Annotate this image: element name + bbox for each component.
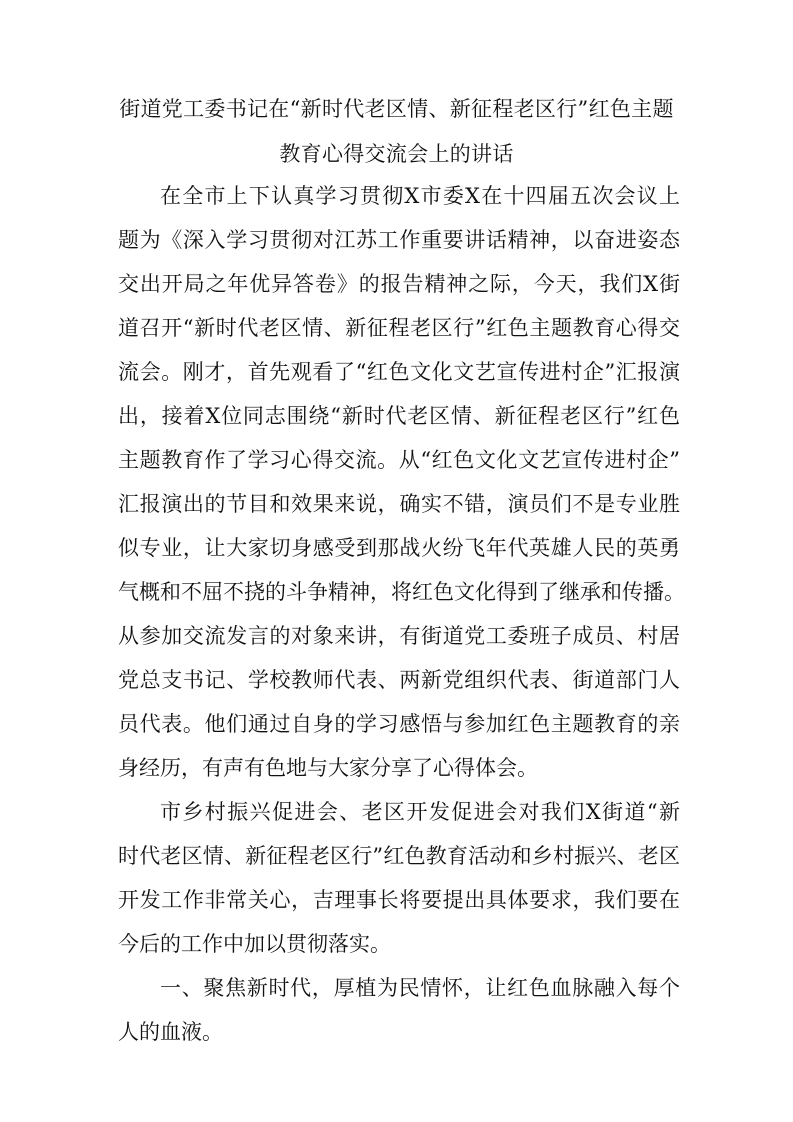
document-title-line-2: 教育心得交流会上的讲话 (279, 142, 514, 166)
paragraph-2-line-2: 时代老区情、新征程老区行”红色教育活动和乡村振兴、老区 (118, 844, 680, 868)
paragraph-1-line-4: 道召开“新时代老区情、新征程老区行”红色主题教育心得交 (118, 316, 680, 340)
paragraph-1-line-10: 气概和不屈不挠的斗争精神，将红色文化得到了继承和传播。 (118, 580, 685, 604)
paragraph-1-line-11: 从参加交流发言的对象来讲，有街道党工委班子成员、村居 (118, 624, 680, 648)
paragraph-2-line-1: 市乡村振兴促进会、老区开发促进会对我们X街道“新 (160, 800, 680, 824)
paragraph-1-line-12: 党总支书记、学校教师代表、两新党组织代表、街道部门人 (118, 668, 680, 692)
paragraph-1-line-8: 汇报演出的节目和效果来说，确实不错，演员们不是专业胜 (118, 492, 680, 516)
paragraph-1-line-3: 交出开局之年优异答卷》的报告精神之际，今天，我们X街 (118, 272, 680, 296)
section-heading-line-1: 一、聚焦新时代，厚植为民情怀，让红色血脉融入每个 (160, 976, 680, 1000)
paragraph-1-line-13: 员代表。他们通过自身的学习感悟与参加红色主题教育的亲 (118, 712, 680, 736)
paragraph-2-line-3: 开发工作非常关心，吉理事长将要提出具体要求，我们要在 (118, 888, 680, 912)
paragraph-1-line-6: 出，接着X位同志围绕“新时代老区情、新征程老区行”红色 (118, 404, 680, 428)
document-title-line-1: 街道党工委书记在“新时代老区情、新征程老区行”红色主题 (119, 97, 674, 121)
paragraph-1-line-2: 题为《深入学习贯彻对江苏工作重要讲话精神，以奋进姿态 (118, 228, 680, 252)
paragraph-1-line-1: 在全市上下认真学习贯彻X市委X在十四届五次会议上 (160, 184, 680, 208)
section-heading-line-2: 人的血液。 (118, 1020, 223, 1044)
paragraph-1-line-14: 身经历，有声有色地与大家分享了心得体会。 (118, 756, 538, 780)
paragraph-1-line-9: 似专业，让大家切身感受到那战火纷飞年代英雄人民的英勇 (118, 536, 680, 560)
paragraph-1-line-5: 流会。刚才，首先观看了“红色文化文艺宣传进村企”汇报演 (118, 360, 680, 384)
paragraph-2-line-4: 今后的工作中加以贯彻落实。 (118, 932, 391, 956)
paragraph-1-line-7: 主题教育作了学习心得交流。从“红色文化文艺宣传进村企” (118, 448, 680, 472)
